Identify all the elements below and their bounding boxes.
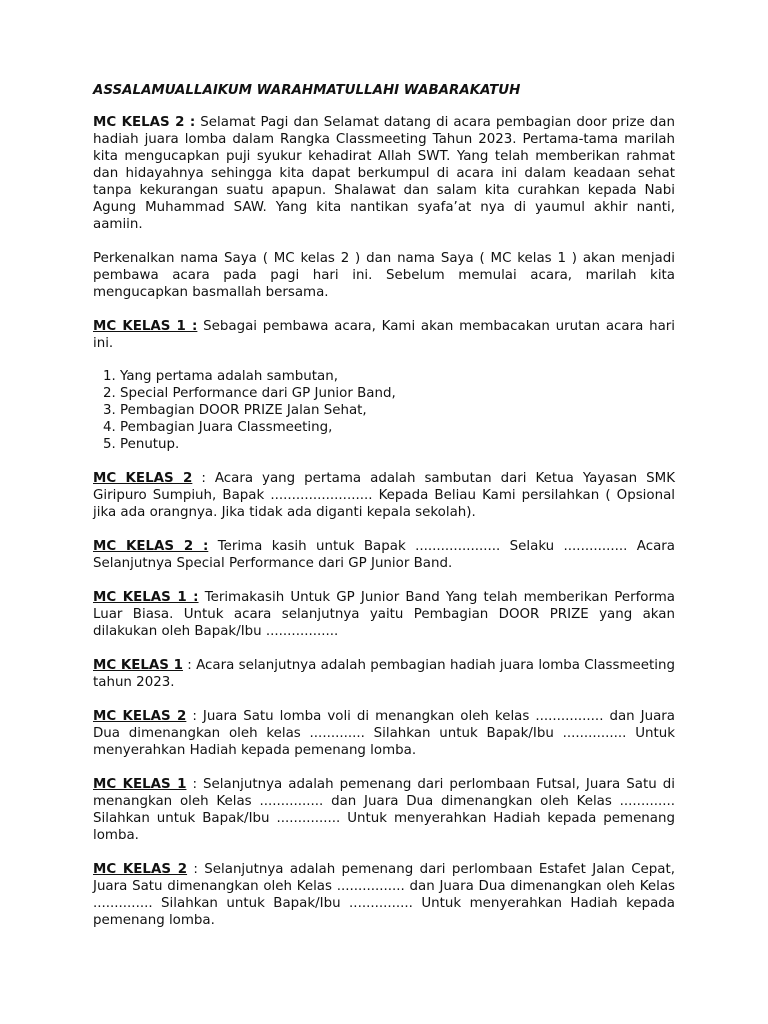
paragraph-estafet bbox=[93, 861, 675, 929]
paragraph-text: : Selanjutnya adalah pemenang dari perlombaan Futsal, Juara Satu di menangkan oleh Kelas ............... dan Juara Dua dimenangkan oleh Kelas ............. Silahkan untuk Bapak/Ibu ............... Untuk menyerahkan Hadiah kepada pemenang lomba. bbox=[93, 777, 676, 843]
paragraph-opening bbox=[93, 114, 675, 233]
speaker-label: MC KELAS 1 bbox=[93, 777, 187, 792]
agenda-item: 2. Special Performance dari GP Junior Band, bbox=[120, 385, 675, 402]
paragraph-agenda-intro bbox=[93, 318, 675, 352]
paragraph-special-performance bbox=[93, 538, 675, 572]
agenda-item: 1. Yang pertama adalah sambutan, bbox=[120, 368, 675, 385]
agenda-list bbox=[93, 368, 675, 453]
speaker-label: MC KELAS 1 : bbox=[93, 319, 198, 334]
paragraph-text: Perkenalkan nama Saya ( MC kelas 2 ) dan nama Saya ( MC kelas 1 ) akan menjadi pembawa acara pada pagi hari ini. Sebelum memulai acara, marilah kita mengucapkan basmallah bersama. bbox=[93, 251, 675, 300]
paragraph-voli bbox=[93, 708, 675, 759]
paragraph-text: Selamat Pagi dan Selamat datang di acara pembagian door prize dan hadiah juara lomba dalam Rangka Classmeeting Tahun 2023. Pertama-tama marilah kita mengucapkan puji syukur kehadirat Allah SWT. Yang telah memberikan rahmat dan hidayahnya sehingga kita dapat berkumpul di acara ini dalam keadaan sehat tanpa kekurangan suatu apapun. Shalawat dan salam kita curahkan kepada Nabi Agung Muhammad SAW. Yang kita nantikan syafa’at nya di yaumul akhir nanti, aamiin. bbox=[93, 115, 676, 232]
document-title: ASSALAMUALLAIKUM WARAHMATULLAHI WABARAKATUH bbox=[93, 83, 521, 98]
paragraph-text: : Selanjutnya adalah pemenang dari perlombaan Estafet Jalan Cepat, Juara Satu dimenangkan oleh Kelas ................ dan Juara Dua dimenangkan oleh Kelas .............. Silahkan untuk Bapak/Ibu ............... Untuk menyerahkan Hadiah kepada pemenang lomba. bbox=[93, 862, 675, 928]
speaker-label: MC KELAS 2 bbox=[93, 471, 193, 486]
paragraph-door-prize bbox=[93, 589, 675, 640]
paragraph-futsal bbox=[93, 776, 675, 844]
agenda-item: 3. Pembagian DOOR PRIZE Jalan Sehat, bbox=[120, 402, 675, 419]
speaker-label: MC KELAS 2 : bbox=[93, 539, 209, 554]
paragraph-sambutan bbox=[93, 470, 675, 521]
speaker-label: MC KELAS 1 : bbox=[93, 590, 199, 605]
paragraph-introduction bbox=[93, 250, 675, 301]
paragraph-text: Sebagai pembawa acara, Kami akan membacakan urutan acara hari ini. bbox=[93, 319, 675, 351]
paragraph-text: : Acara yang pertama adalah sambutan dari Ketua Yayasan SMK Giripuro Sumpiuh, Bapak ........................ Kepada Beliau Kami persilahkan ( Opsional jika ada orangnya. Jika tidak ada diganti kepala sekolah). bbox=[93, 471, 675, 520]
speaker-label: MC KELAS 1 bbox=[93, 658, 183, 673]
paragraph-hadiah-juara bbox=[93, 657, 675, 691]
paragraph-text: : Acara selanjutnya adalah pembagian hadiah juara lomba Classmeeting tahun 2023. bbox=[93, 658, 675, 690]
speaker-label: MC KELAS 2 : bbox=[93, 115, 196, 130]
agenda-item: 4. Pembagian Juara Classmeeting, bbox=[120, 419, 675, 436]
paragraph-text: Terima kasih untuk Bapak .................... Selaku ............... Acara Selanjutnya Special Performance dari GP Junior Band. bbox=[93, 539, 675, 571]
paragraph-text: Terimakasih Untuk GP Junior Band Yang telah memberikan Performa Luar Biasa. Untuk acara selanjutnya yaitu Pembagian DOOR PRIZE yang akan dilakukan oleh Bapak/Ibu ................. bbox=[93, 590, 676, 639]
paragraph-text: : Juara Satu lomba voli di menangkan oleh kelas ................ dan Juara Dua dimenangkan oleh kelas ............. Silahkan untuk Bapak/Ibu ............... Untuk menyerahkan Hadiah kepada pemenang lomba. bbox=[93, 709, 675, 758]
speaker-label: MC KELAS 2 bbox=[93, 862, 188, 877]
speaker-label: MC KELAS 2 bbox=[93, 709, 187, 724]
agenda-item: 5. Penutup. bbox=[120, 436, 675, 453]
